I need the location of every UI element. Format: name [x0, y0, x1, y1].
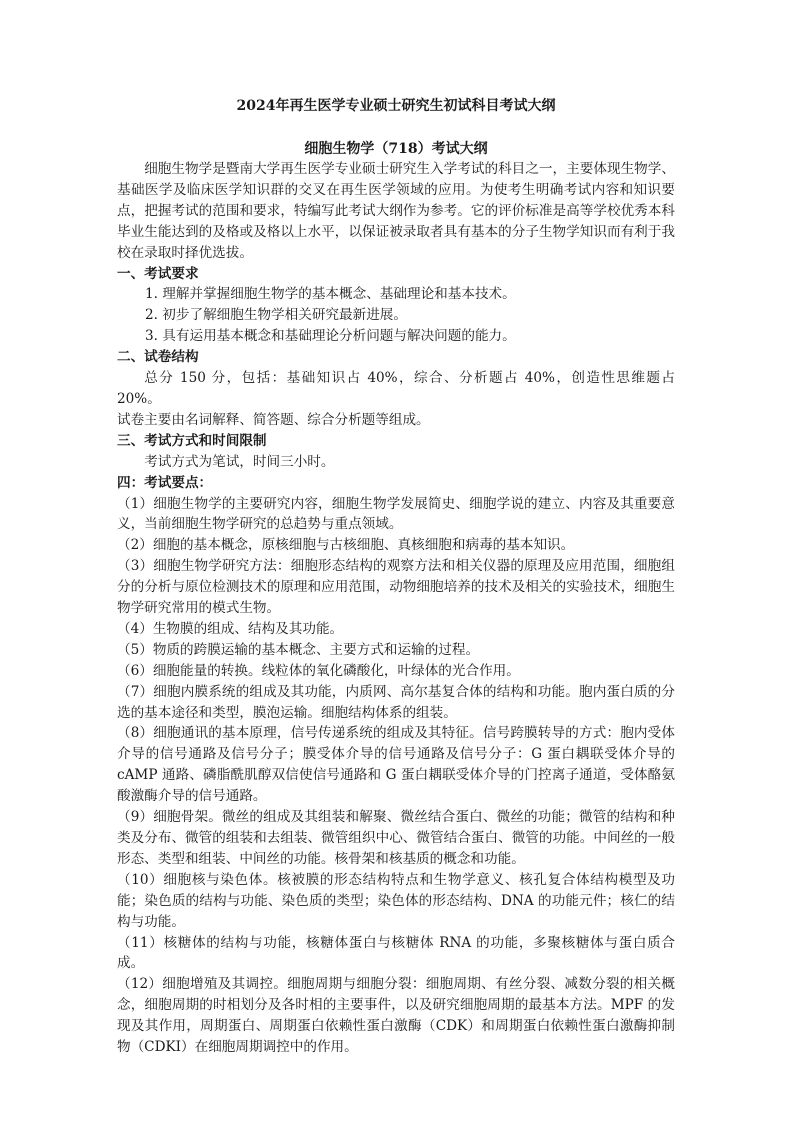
- document-subtitle: 细胞生物学（718）考试大纲: [304, 141, 488, 157]
- intro-paragraph: 细胞生物学是暨南大学再生医学专业硕士研究生入学考试的科目之一，主要体现生物学、基础医学及临床医学知识群的交叉在再生医学领域的应用。为使考生明确考试内容和知识要点，把握考试的范围和要求，特编写此考试大纲作为参考。它的评价标准是高等学校优秀本科毕业生能达到的及格或及格以上水平，以保证被录取者具有基本的分子生物学知识而有利于我校在录取时择优选拔。: [117, 161, 675, 261]
- structure-text-continued: 试卷主要由名词解释、简答题、综合分析题等组成。: [117, 411, 430, 428]
- key-point-item: （10）细胞核与染色体。核被膜的形态结构特点和生物学意义、核孔复合体结构模型及功能；染色质的结构与功能、染色质的类型；染色体的形态结构、DNA 的功能元件；核仁的结构与功能。: [117, 871, 675, 930]
- key-point-item: （2）细胞的基本概念，原核细胞与古核细胞、真核细胞和病毒的基本知识。: [117, 537, 575, 554]
- format-text: 考试方式为笔试，时间三小时。: [144, 453, 335, 470]
- section-requirements: [117, 264, 675, 348]
- requirement-item: 2. 初步了解细胞生物学相关研究最新进展。: [145, 307, 407, 324]
- key-point-item: （4）生物膜的组成、结构及其功能。: [117, 620, 344, 637]
- requirement-item: 1. 理解并掌握细胞生物学的基本概念、基础理论和基本技术。: [145, 286, 516, 303]
- section-exam-format: [117, 431, 675, 473]
- key-point-item: （8）细胞通讯的基本原理，信号传递系统的组成及其特征。信号跨膜转导的方式：胞内受体介导的信号通路及信号分子；膜受体介导的信号通路及信号分子：G 蛋白耦联受体介导的 cAMP 通路、磷脂酰肌醇双信使信号通路和 G 蛋白耦联受体介导的门控离子通道，受体酪氨酸激酶介导的信号通路。: [117, 725, 675, 805]
- key-point-item: （6）细胞能量的转换。线粒体的氧化磷酸化，叶绿体的光合作用。: [117, 662, 520, 679]
- section-heading: 三、考试方式和时间限制: [117, 432, 267, 449]
- section-heading: 四：考试要点：: [117, 474, 213, 491]
- section-key-points: [117, 473, 675, 1058]
- requirement-item: 3. 具有运用基本概念和基础理论分析问题与解决问题的能力。: [145, 328, 516, 345]
- key-point-item: （11）核糖体的结构与功能，核糖体蛋白与核糖体 RNA 的功能，多聚核糖体与蛋白质合成。: [117, 934, 675, 972]
- section-heading: 一、考试要求: [117, 265, 199, 282]
- key-point-item: （7）细胞内膜系统的组成及其功能，内质网、高尔基复合体的结构和功能。胞内蛋白质的分选的基本途径和类型，膜泡运输。细胞结构体系的组装。: [117, 683, 675, 721]
- document-title: 2024年再生医学专业硕士研究生初试科目考试大纲: [236, 98, 556, 114]
- structure-text: 总分 150 分，包括：基础知识占 40%，综合、分析题占 40%，创造性思维题占 20%。: [117, 370, 675, 407]
- key-point-item: （5）物质的跨膜运输的基本概念、主要方式和运输的过程。: [117, 641, 480, 658]
- document-page: [117, 96, 675, 1058]
- section-heading: 二、试卷结构: [117, 349, 199, 366]
- key-point-item: （9）细胞骨架。微丝的组成及其组装和解聚、微丝结合蛋白、微丝的功能；微管的结构和种类及分布、微管的组装和去组装、微管组织中心、微管结合蛋白、微管的功能。中间丝的一般形态、类型和组装、中间丝的功能。核骨架和核基质的概念和功能。: [117, 809, 675, 867]
- key-point-item: （3）细胞生物学研究方法：细胞形态结构的观察方法和相关仪器的原理及应用范围，细胞组分的分析与原位检测技术的原理和应用范围，动物细胞培养的技术及相关的实验技术，细胞生物学研究常用的模式生物。: [117, 558, 675, 617]
- key-point-item: （1）细胞生物学的主要研究内容，细胞生物学发展简史、细胞学说的建立、内容及其重要意义，当前细胞生物学研究的总趋势与重点领域。: [117, 495, 675, 533]
- key-point-item: （12）细胞增殖及其调控。细胞周期与细胞分裂：细胞周期、有丝分裂、减数分裂的相关概念，细胞周期的时相划分及各时相的主要事件，以及研究细胞周期的最基本方法。MPF 的发现及其作用，周期蛋白、周期蛋白依赖性蛋白激酶（CDK）和周期蛋白依赖性蛋白激酶抑制物（CDKI）在细胞周期调控中的作用。: [117, 976, 675, 1056]
- section-paper-structure: [117, 347, 675, 431]
